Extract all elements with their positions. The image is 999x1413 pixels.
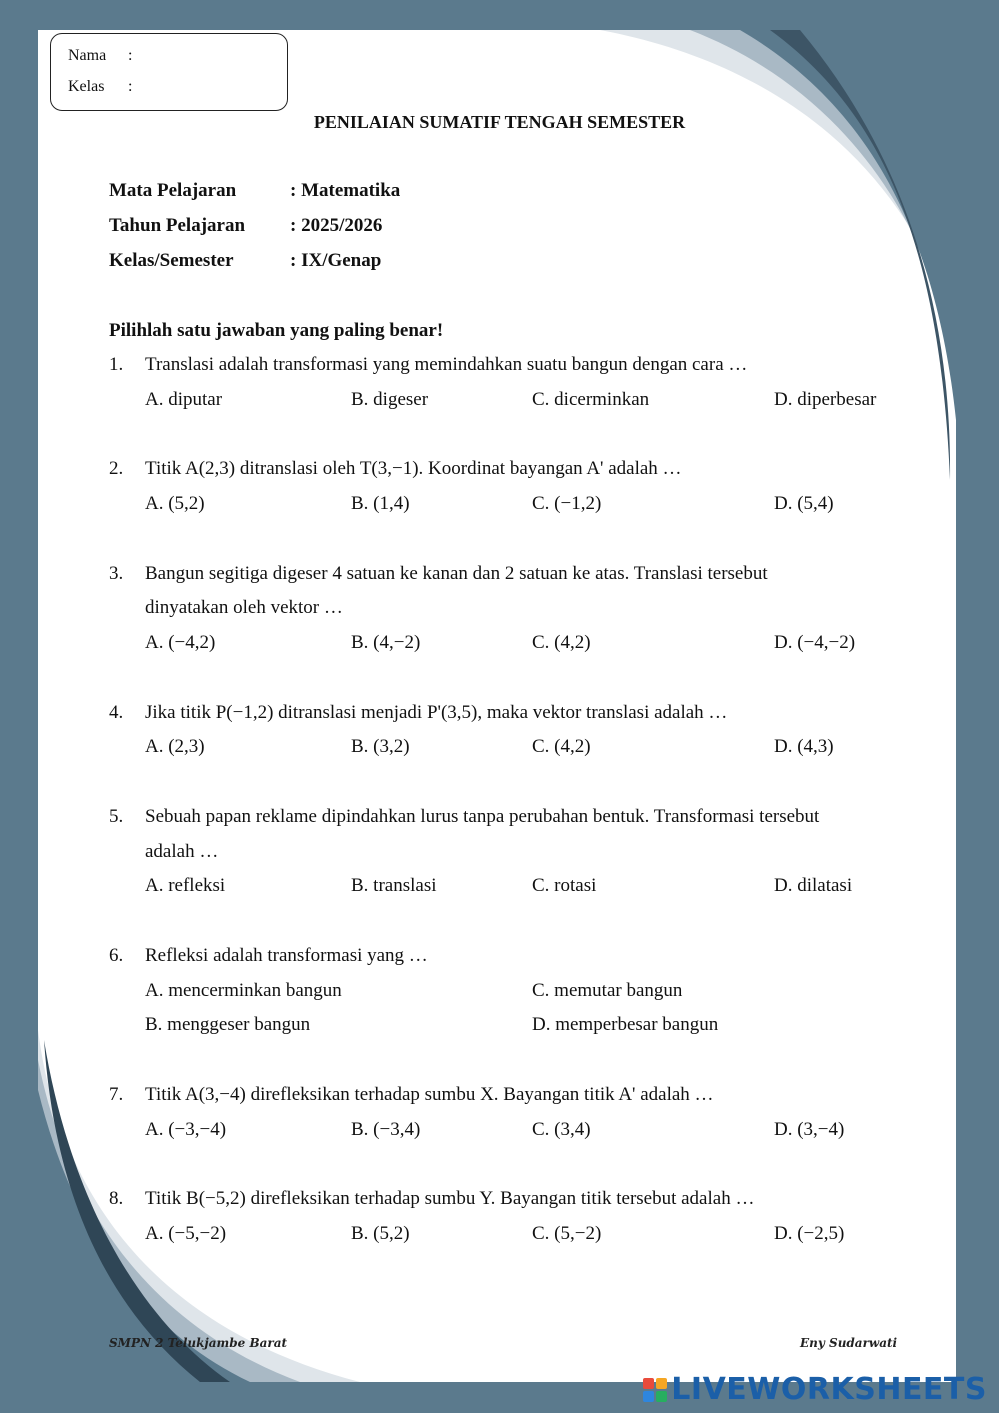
- question-text: Titik A(3,−4) direfleksikan terhadap sumbu X. Bayangan titik A' adalah …: [145, 1084, 714, 1105]
- question-text: Bangun segitiga digeser 4 satuan ke kanan dan 2 satuan ke atas. Translasi tersebut: [145, 563, 768, 584]
- q5-option-c[interactable]: C. rotasi: [532, 875, 597, 896]
- page-title: PENILAIAN SUMATIF TENGAH SEMESTER: [313, 112, 686, 132]
- name-colon: :: [128, 47, 133, 64]
- watermark-text: LIVEWORKSHEETS: [671, 1372, 987, 1407]
- name-row: [68, 47, 133, 65]
- q1-option-c[interactable]: C. dicerminkan: [532, 389, 650, 410]
- q2-option-c[interactable]: C. (−1,2): [532, 493, 602, 514]
- info-year: [109, 215, 383, 237]
- info-value: : IX/Genap: [290, 250, 382, 271]
- q6-option-c[interactable]: C. memutar bangun: [532, 980, 683, 1001]
- q3-option-b[interactable]: B. (4,−2): [351, 632, 421, 653]
- question-number: 4.: [109, 702, 124, 723]
- question-text: Translasi adalah transformasi yang memindahkan suatu bangun dengan cara …: [145, 354, 748, 375]
- q1-option-a[interactable]: A. diputar: [145, 389, 223, 410]
- question-number: 1.: [109, 354, 124, 375]
- q3-option-c[interactable]: C. (4,2): [532, 632, 591, 653]
- q4-option-b[interactable]: B. (3,2): [351, 736, 410, 757]
- question-number: 8.: [109, 1188, 124, 1209]
- q8-option-d[interactable]: D. (−2,5): [774, 1223, 845, 1244]
- name-label: Nama: [68, 47, 107, 64]
- liveworksheets-watermark: [643, 1372, 987, 1407]
- question-text: Sebuah papan reklame dipindahkan lurus tanpa perubahan bentuk. Transformasi tersebut: [145, 806, 820, 827]
- q5-option-d[interactable]: D. dilatasi: [774, 875, 853, 896]
- info-label: Mata Pelajaran: [109, 180, 237, 201]
- q7-option-d[interactable]: D. (3,−4): [774, 1119, 845, 1140]
- q6-option-d[interactable]: D. memperbesar bangun: [532, 1014, 719, 1035]
- question-text-line2: dinyatakan oleh vektor …: [145, 597, 343, 618]
- question-number: 6.: [109, 945, 124, 966]
- question-number: 7.: [109, 1084, 124, 1105]
- instruction: Pilihlah satu jawaban yang paling benar!: [109, 320, 444, 341]
- footer-school: SMPN 2 Telukjambe Barat: [109, 1336, 288, 1350]
- q2-option-d[interactable]: D. (5,4): [774, 493, 834, 514]
- info-value: : Matematika: [290, 180, 401, 201]
- q7-option-b[interactable]: B. (−3,4): [351, 1119, 421, 1140]
- question-text: Titik A(2,3) ditranslasi oleh T(3,−1). Koordinat bayangan A' adalah …: [145, 458, 682, 479]
- q2-option-a[interactable]: A. (5,2): [145, 493, 205, 514]
- class-row: [68, 78, 133, 96]
- q6-option-a[interactable]: A. mencerminkan bangun: [145, 980, 342, 1001]
- q1-option-b[interactable]: B. digeser: [351, 389, 429, 410]
- student-info-box: [50, 33, 288, 111]
- q6-option-b[interactable]: B. menggeser bangun: [145, 1014, 311, 1035]
- q2-option-b[interactable]: B. (1,4): [351, 493, 410, 514]
- q3-option-a[interactable]: A. (−4,2): [145, 632, 216, 653]
- q4-option-c[interactable]: C. (4,2): [532, 736, 591, 757]
- class-label: Kelas: [68, 78, 105, 95]
- question-text: Jika titik P(−1,2) ditranslasi menjadi P'(3,5), maka vektor translasi adalah …: [145, 702, 728, 723]
- q7-option-c[interactable]: C. (3,4): [532, 1119, 591, 1140]
- question-number: 5.: [109, 806, 124, 827]
- q5-option-b[interactable]: B. translasi: [351, 875, 437, 896]
- q5-option-a[interactable]: A. refleksi: [145, 875, 226, 896]
- question-number: 3.: [109, 563, 124, 584]
- info-label: Tahun Pelajaran: [109, 215, 246, 236]
- q1-option-d[interactable]: D. diperbesar: [774, 389, 877, 410]
- question-text: Titik B(−5,2) direfleksikan terhadap sumbu Y. Bayangan titik tersebut adalah …: [145, 1188, 755, 1209]
- q7-option-a[interactable]: A. (−3,−4): [145, 1119, 227, 1140]
- question-text: Refleksi adalah transformasi yang …: [145, 945, 428, 966]
- q8-option-c[interactable]: C. (5,−2): [532, 1223, 602, 1244]
- info-class-semester: [109, 250, 382, 272]
- q4-option-d[interactable]: D. (4,3): [774, 736, 834, 757]
- q4-option-a[interactable]: A. (2,3): [145, 736, 205, 757]
- class-colon: :: [128, 78, 133, 95]
- q3-option-d[interactable]: D. (−4,−2): [774, 632, 856, 653]
- info-value: : 2025/2026: [290, 215, 383, 236]
- q8-option-a[interactable]: A. (−5,−2): [145, 1223, 227, 1244]
- info-label: Kelas/Semester: [109, 250, 234, 271]
- liveworksheets-logo-icon: [643, 1378, 667, 1402]
- info-subject: [109, 180, 401, 202]
- q8-option-b[interactable]: B. (5,2): [351, 1223, 410, 1244]
- footer-author: Eny Sudarwati: [800, 1336, 898, 1350]
- question-number: 2.: [109, 458, 124, 479]
- question-text-line2: adalah …: [145, 841, 219, 862]
